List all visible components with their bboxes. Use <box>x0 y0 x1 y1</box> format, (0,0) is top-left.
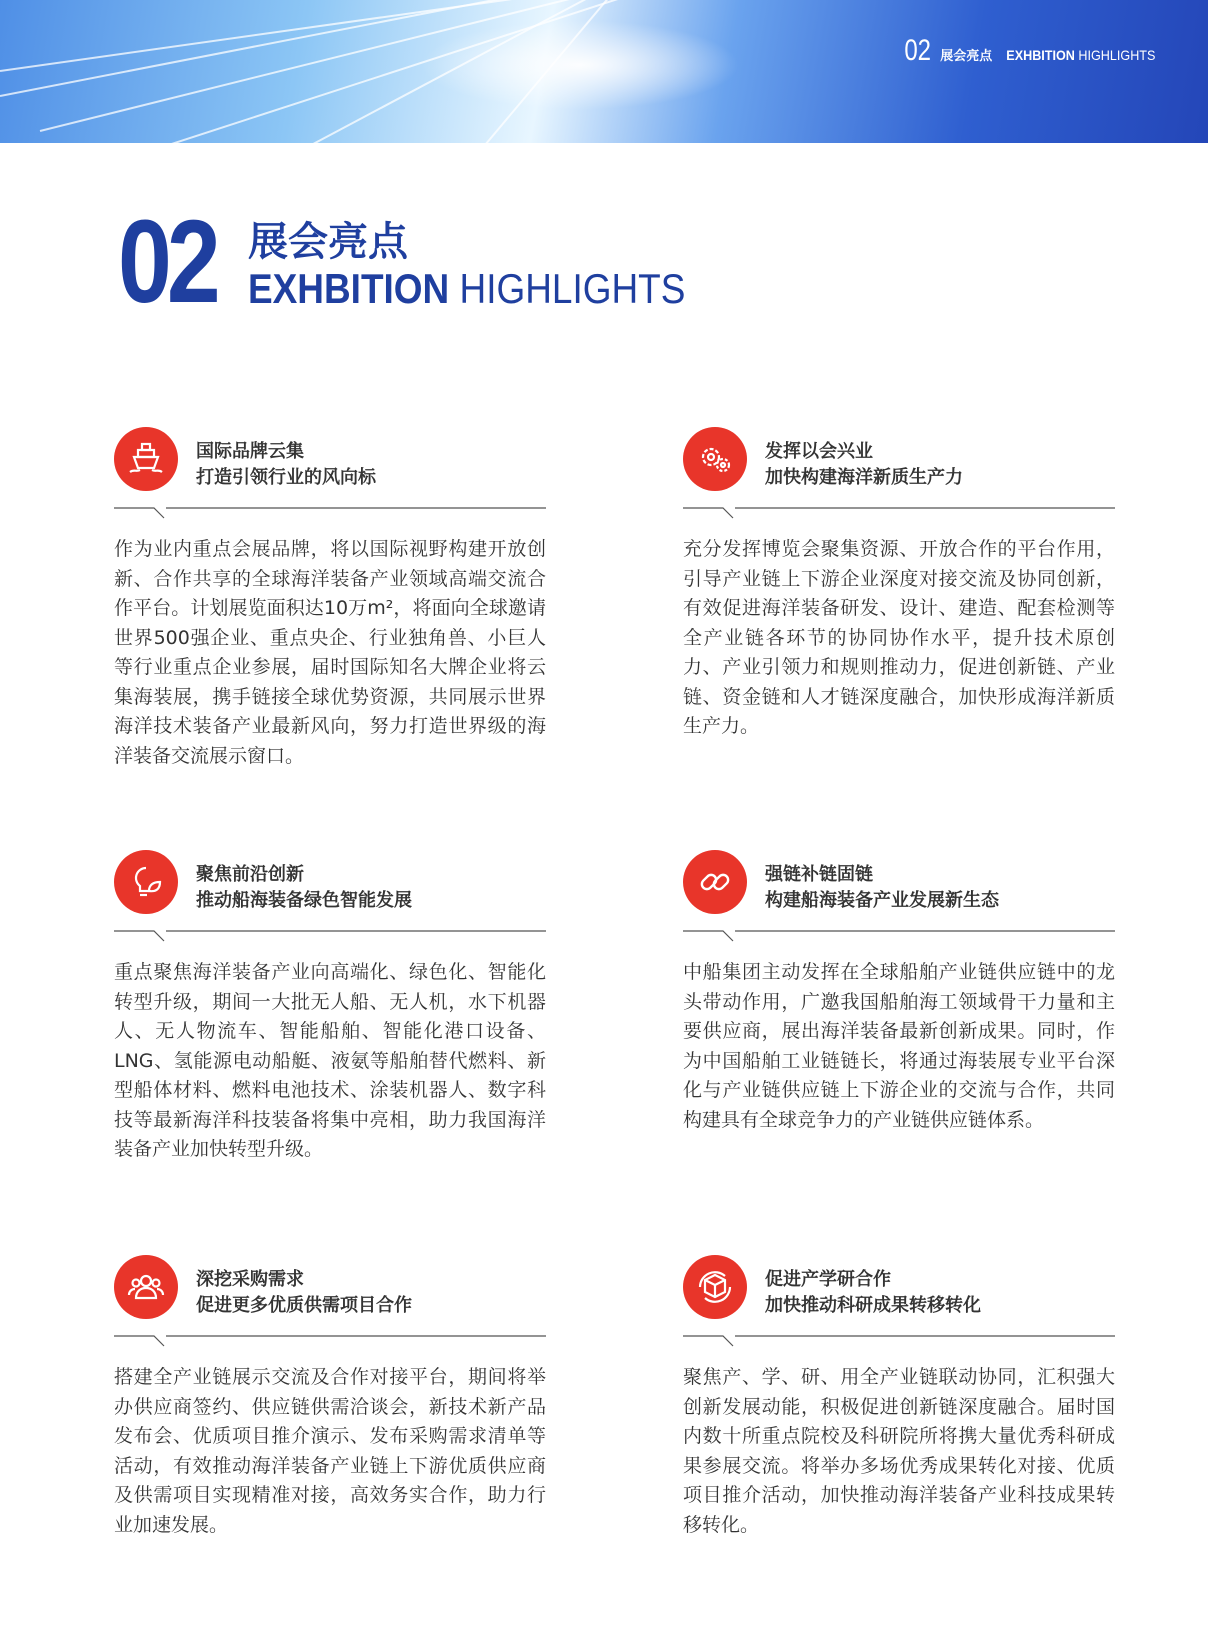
card-divider <box>114 1335 546 1347</box>
card-title: 发挥以会兴业 <box>765 441 873 462</box>
card-subtitle: 促进更多优质供需项目合作 <box>196 1295 412 1316</box>
card-subtitle: 加快推动科研成果转移转化 <box>765 1295 981 1316</box>
gears-icon <box>683 427 747 491</box>
card-divider <box>114 930 546 942</box>
card-title: 国际品牌云集 <box>196 441 304 462</box>
card-title: 深挖采购需求 <box>196 1269 304 1290</box>
card-divider <box>114 507 546 519</box>
banner-section-title <box>901 34 1164 68</box>
section-number: 02 <box>118 196 216 328</box>
banner-en-bold: EXHBITION <box>1006 47 1076 63</box>
section-title-en <box>248 266 685 312</box>
page-title <box>118 196 745 328</box>
card-subtitle: 打造引领行业的风向标 <box>196 467 376 488</box>
people-icon <box>114 1255 178 1319</box>
title-en-light: HIGHLIGHTS <box>459 265 686 312</box>
banner-section-en <box>1007 47 1156 63</box>
card-body: 搭建全产业链展示交流及合作对接平台，期间将举办供应商签约、供应链供需洽谈会，新技术新产品发布会、优质项目推介演示、发布采购需求清单等活动，有效推动海洋装备产业链上下游优质供应商及供需项目实现精准对接，高效务实合作，助力行业加速发展。 <box>114 1366 546 1536</box>
card-subtitle: 推动船海装备绿色智能发展 <box>196 890 412 911</box>
banner-section-number: 02 <box>904 34 931 67</box>
card-body: 聚焦产、学、研、用全产业链联动协同，汇积强大创新发展动能，积极促进创新链深度融合。届时国内数十所重点院校及科研院所将携大量优秀科研成果参展交流。将举办多场优秀成果转化对接、优质项目推介活动，加快推动海洋装备产业科技成果转移转化。 <box>683 1366 1115 1536</box>
card-subtitle: 构建船海装备产业发展新生态 <box>765 890 999 911</box>
section-title-cn: 展会亮点 <box>248 219 408 265</box>
card-body: 充分发挥博览会聚集资源、开放合作的平台作用，引导产业链上下游企业深度对接交流及协同创新，有效促进海洋装备研发、设计、建造、配套检测等全产业链各环节的协同协作水平，提升技术原创力、产业引领力和规则推动力，促进创新链、产业链、资金链和人才链深度融合，加快形成海洋新质生产力。 <box>683 538 1115 737</box>
chain-link-icon <box>683 850 747 914</box>
card-divider <box>683 1335 1115 1347</box>
banner-section-cn: 展会亮点 <box>940 49 993 64</box>
card-body: 重点聚焦海洋装备产业向高端化、绿色化、智能化转型升级，期间一大批无人船、无人机，水下机器人、无人物流车、智能船舶、智能化港口设备、LNG、氢能源电动船艇、液氨等船舶替代燃料、新型船体材料、燃料电池技术、涂装机器人、数字科技等最新海洋科技装备将集中亮相，助力我国海洋装备产业加快转型升级。 <box>114 961 546 1160</box>
title-en-bold: EXHBITION <box>248 265 450 312</box>
cube-cycle-icon <box>683 1255 747 1319</box>
card-title: 促进产学研合作 <box>765 1269 891 1290</box>
card-title: 强链补链固链 <box>765 864 873 885</box>
card-body: 中船集团主动发挥在全球船舶产业链供应链中的龙头带动作用，广邀我国船舶海工领域骨干力量和主要供应商，展出海洋装备最新创新成果。同时，作为中国船舶工业链链长，将通过海装展专业平台深化与产业链供应链上下游企业的交流与合作，共同构建具有全球竞争力的产业链供应链体系。 <box>683 961 1115 1131</box>
lightbulb-leaf-icon <box>114 850 178 914</box>
card-divider <box>683 930 1115 942</box>
header-banner <box>0 0 1208 143</box>
card-divider <box>683 507 1115 519</box>
banner-en-light: HIGHLIGHTS <box>1078 47 1156 63</box>
card-subtitle: 加快构建海洋新质生产力 <box>765 467 963 488</box>
card-title: 聚焦前沿创新 <box>196 864 304 885</box>
card-body: 作为业内重点会展品牌，将以国际视野构建开放创新、合作共享的全球海洋装备产业领域高端交流合作平台。计划展览面积达10万m²，将面向全球邀请世界500强企业、重点央企、行业独角兽、小巨人等行业重点企业参展，届时国际知名大牌企业将云集海装展，携手链接全球优势资源，共同展示世界海洋技术装备产业最新风向，努力打造世界级的海洋装备交流展示窗口。 <box>114 538 546 767</box>
ship-icon <box>114 427 178 491</box>
banner-glow <box>420 20 740 110</box>
